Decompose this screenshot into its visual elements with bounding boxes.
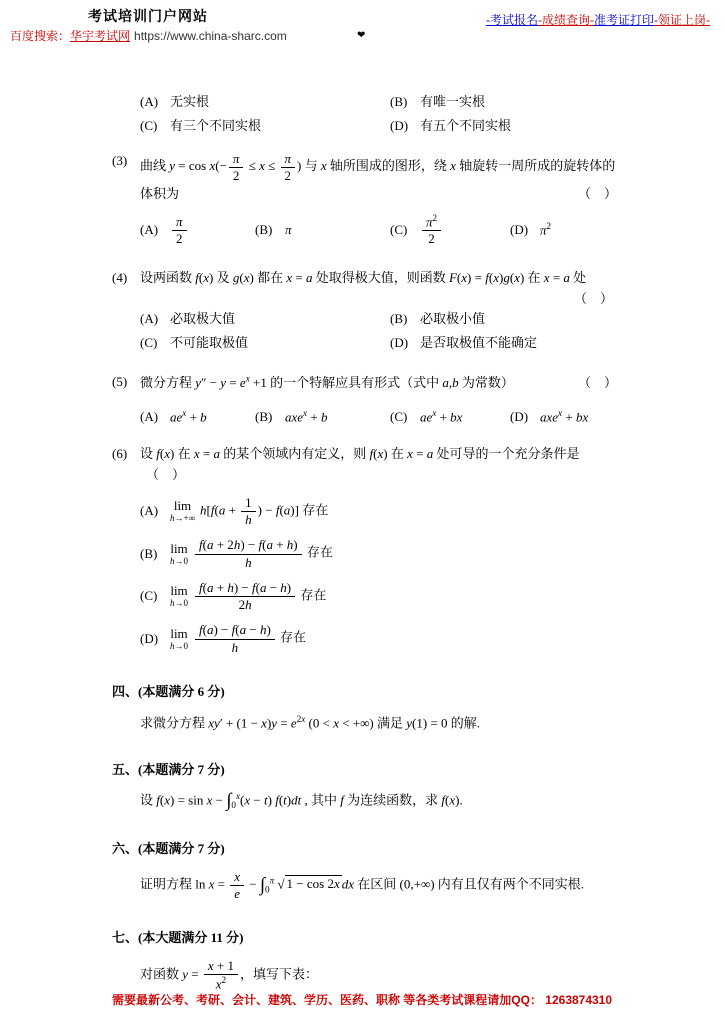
option-label: (B) <box>390 94 408 109</box>
question-5-formula-text: 微分方程 $y'' - y = e^x +1$ 的一个特解应具有形式（式中 a,b 为常数） <box>140 373 514 391</box>
option-label: (D) <box>140 630 159 646</box>
question-2-options-row-2 <box>140 116 617 137</box>
option-c <box>140 333 390 354</box>
option-formula: $ae^x + b$ <box>170 408 207 425</box>
option-a <box>140 406 255 428</box>
option-label: (B) <box>255 408 273 424</box>
question-4-formula-text: 设两函数 f(x) 及 g(x) 都在 x = a 处取得极大值，则函数 F(x) = f(x)g(x) 在 x = a 处 <box>140 269 587 285</box>
section-6-title: 六、(本题满分 7 分) <box>112 840 225 856</box>
option-formula: axe$^x$ + bx <box>540 408 589 425</box>
option-c <box>140 116 390 137</box>
question-6-option-b <box>140 537 617 571</box>
heart-icon: ❤ <box>357 30 366 41</box>
option-a <box>140 92 390 113</box>
question-6-option-a <box>140 495 617 529</box>
option-formula: lim h→0 $\frac{f(a) - f(a - h)}{h}$ 存在 <box>170 622 307 655</box>
option-label: (B) <box>140 545 158 561</box>
footer-notice: 需要最新公考、考研、会计、建筑、学历、医药、职称 等各类考试课程请加QQ： 1263874310 <box>111 993 613 1007</box>
question-6-option-c <box>140 580 617 614</box>
question-number: (6) <box>112 446 128 462</box>
question-3-formula-text: 曲线 y = cos x(− $\frac{\pi}{2}$ ≤ x ≤ $\frac{\pi}{2}$ ) 与 x 轴所围成的图形，绕 x 轴旋转一周所成的旋转体的体积为 <box>140 150 616 202</box>
exam-content <box>112 92 617 993</box>
search-site-link[interactable]: 华宇考试网 <box>70 29 131 43</box>
option-text: 必取极大值 <box>170 311 236 327</box>
option-label: (D) <box>390 335 409 351</box>
option-label: (B) <box>255 221 273 237</box>
option-text: 不可能取极值 <box>170 335 249 351</box>
site-title: 考试培训门户网站 <box>88 8 208 24</box>
section-5 <box>112 760 617 813</box>
option-formula: π <box>285 221 292 237</box>
option-label: (A) <box>140 221 159 237</box>
option-formula: lim h→+∞ h[f(a + $\frac{1}{h}$ ) − f(a)] 存在 <box>170 494 329 527</box>
nav-link-score-query[interactable]: -成绩查询- <box>537 13 594 27</box>
answer-bracket: （ ） <box>573 290 613 306</box>
section-4-body: 求微分方程 $xy' + (1 - x)y = e^{2x}$ (0 < x < +∞) 满足 y(1) = 0 的解. <box>140 713 481 730</box>
section-6-body: 证明方程 ln x = $\frac{x}{e}$ − $\int_0^\pi$ √ 1 − cos 2x dx 在区间 (0,+∞) 内有且仅有两个不同实根. <box>140 868 585 901</box>
section-5-body: 设 $f(x) = \sin x - \int_0^x(x - t)$ f(t)dt , 其中 f 为连续函数，求 f(x). <box>140 790 463 812</box>
option-text: 有五个不同实根 <box>420 117 512 133</box>
option-a <box>140 309 390 330</box>
option-text: 是否取极值不能确定 <box>420 335 538 351</box>
option-d <box>510 213 617 248</box>
question-6-option-d <box>140 622 617 656</box>
section-7-body: 对函数 y = $\frac{x + 1}{x^2}$ ，填写下表： <box>140 958 319 992</box>
section-4-title: 四、(本题满分 6 分) <box>112 683 225 699</box>
option-label: (C) <box>140 335 158 351</box>
option-label: (C) <box>390 221 408 237</box>
option-formula: axe$^x$ + b <box>285 408 328 425</box>
option-label: (A) <box>140 311 159 327</box>
section-4 <box>112 682 617 734</box>
option-label: (A) <box>140 503 159 519</box>
question-4-options-row-2 <box>140 333 617 354</box>
question-text <box>140 151 617 205</box>
option-text: 无实根 <box>170 94 210 109</box>
option-formula: lim h→0 $\frac{f(a + h) - f(a - h)}{2h}$ 存在 <box>170 579 327 612</box>
option-label: (C) <box>140 588 158 604</box>
question-2-options-row-1 <box>140 92 617 113</box>
option-b <box>390 309 617 330</box>
option-text: 有三个不同实根 <box>170 117 262 133</box>
question-number: (4) <box>112 269 128 285</box>
section-5-title: 五、(本题满分 7 分) <box>112 761 225 777</box>
search-prefix-label: 百度搜索： <box>10 29 71 43</box>
option-a <box>140 213 255 248</box>
option-formula: lim h→0 $\frac{f(a + 2h) - f(a + h)}{h}$ 存在 <box>170 537 333 570</box>
option-label: (B) <box>390 311 408 327</box>
nav-link-certificate[interactable]: -领证上岗- <box>654 13 710 27</box>
question-3-options <box>140 213 617 248</box>
option-b <box>255 213 390 248</box>
option-c <box>390 213 510 248</box>
nav-link-ticket-print[interactable]: 准考证打印 <box>593 13 654 27</box>
option-formula: $\frac{\pi}{2}$ <box>170 214 189 248</box>
option-label: (C) <box>390 408 408 424</box>
question-5 <box>112 372 617 394</box>
option-label: (D) <box>510 408 529 424</box>
site-url-link[interactable]: https://www.china-sharc.com <box>134 29 287 43</box>
section-6 <box>112 839 617 902</box>
question-6-formula-text: 设 f(x) 在 x = a 的某个领域内有定义，则 f(x) 在 x = a 处可导的一个充分条件是 <box>140 446 580 462</box>
nav-link-exam-signup[interactable]: -考试报名 <box>485 13 538 27</box>
question-3 <box>112 151 617 205</box>
option-formula: $\frac{\pi^2}{2}$ <box>420 213 443 248</box>
question-text <box>140 444 617 486</box>
option-formula: $ae^x$ + bx <box>420 408 463 425</box>
question-4 <box>112 268 617 289</box>
question-text <box>140 268 617 289</box>
section-7 <box>112 928 617 993</box>
question-number: (3) <box>112 152 128 168</box>
option-text: 有唯一实根 <box>420 94 486 109</box>
option-label: (A) <box>140 408 159 424</box>
search-line <box>10 27 287 44</box>
question-6 <box>112 444 617 486</box>
section-7-title: 七、(本大题满分 11 分) <box>112 930 244 946</box>
option-d <box>390 116 617 137</box>
option-c <box>390 406 510 428</box>
question-number: (5) <box>112 373 128 389</box>
answer-bracket: （ ） <box>577 186 617 202</box>
option-formula: $\pi^2$ <box>540 221 552 238</box>
question-text <box>140 372 617 394</box>
option-b <box>390 92 617 113</box>
option-text: 必取极小值 <box>420 311 486 327</box>
answer-bracket: （ ） <box>146 466 186 482</box>
top-nav <box>486 11 710 28</box>
question-5-options <box>140 406 617 428</box>
option-label: (C) <box>140 117 158 133</box>
option-label: (D) <box>390 117 409 133</box>
option-label: (A) <box>140 94 159 109</box>
question-4-options-row-1 <box>140 309 617 330</box>
option-d <box>390 333 617 354</box>
option-label: (D) <box>510 221 529 237</box>
option-d <box>510 406 617 428</box>
option-b <box>255 406 390 428</box>
answer-bracket: （ ） <box>577 375 617 391</box>
